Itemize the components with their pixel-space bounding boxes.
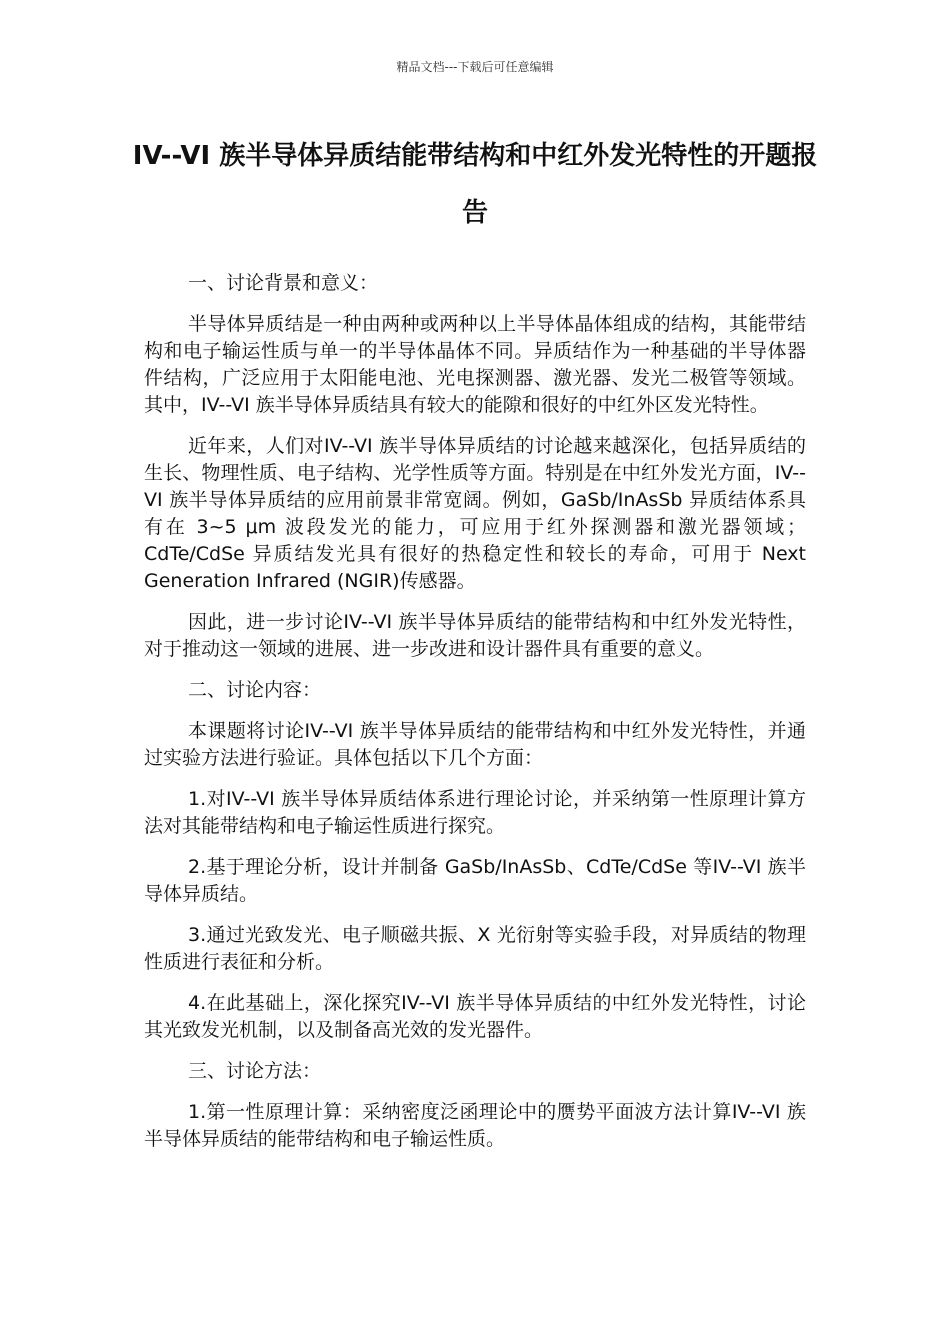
section-heading-methods: 三、讨论方法： (188, 1060, 322, 1082)
paragraph-heterojunction-intro: 半导体异质结是一种由两种或两种以上半导体晶体组成的结构，其能带结构和电子输运性质与单一的半导体晶体不同。异质结作为一种基础的半导体器件结构，广泛应用于太阳能电池、光电探测器、激光器、发光二极管等领域。其中，IV--VI 族半导体异质结具有较大的能隙和很好的中红外区发光特性。 (144, 313, 806, 416)
list-item-content-4: 4.在此基础上，深化探究IV--VI 族半导体异质结的中红外发光特性，讨论其光致发光机制，以及制备高光效的发光器件。 (144, 992, 806, 1041)
list-item-content-1: 1.对IV--VI 族半导体异质结体系进行理论讨论，并采纳第一性原理计算方法对其能带结构和电子输运性质进行探究。 (144, 788, 806, 837)
list-item-method-1: 1.第一性原理计算：采纳密度泛函理论中的赝势平面波方法计算IV--VI 族半导体异质结的能带结构和电子输运性质。 (144, 1101, 806, 1150)
list-item-content-3: 3.通过光致发光、电子顺磁共振、X 光衍射等实验手段，对异质结的物理性质进行表征和分析。 (144, 924, 806, 973)
paragraph-recent-research: 近年来，人们对IV--VI 族半导体异质结的讨论越来越深化，包括异质结的生长、物理性质、电子结构、光学性质等方面。特别是在中红外发光方面，IV--VI 族半导体异质结的应用前景非常宽阔。例如，GaSb/InAsSb 异质结体系具有在 3~5 μm 波段发光的能力，可应用于红外探测器和激光器领域；CdTe/CdSe 异质结发光具有很好的热稳定性和较长的寿命，可用于 Next Generation Infrared (NGIR)传感器。 (144, 435, 806, 592)
paragraph-significance: 因此，进一步讨论IV--VI 族半导体异质结的能带结构和中红外发光特性，对于推动这一领域的进展、进一步改进和设计器件具有重要的意义。 (144, 611, 806, 660)
document-title: IV--VI 族半导体异质结能带结构和中红外发光特性的开题报告 (132, 141, 818, 228)
section-heading-content: 二、讨论内容： (188, 679, 322, 701)
document-body (144, 270, 806, 1167)
paragraph-content-overview: 本课题将讨论IV--VI 族半导体异质结的能带结构和中红外发光特性，并通过实验方法进行验证。具体包括以下几个方面： (144, 720, 806, 769)
header-note: 精品文档---下载后可任意编辑 (396, 60, 554, 74)
list-item-content-2: 2.基于理论分析，设计并制备 GaSb/InAsSb、CdTe/CdSe 等IV--VI 族半导体异质结。 (144, 856, 806, 905)
section-heading-background: 一、讨论背景和意义： (188, 272, 379, 294)
